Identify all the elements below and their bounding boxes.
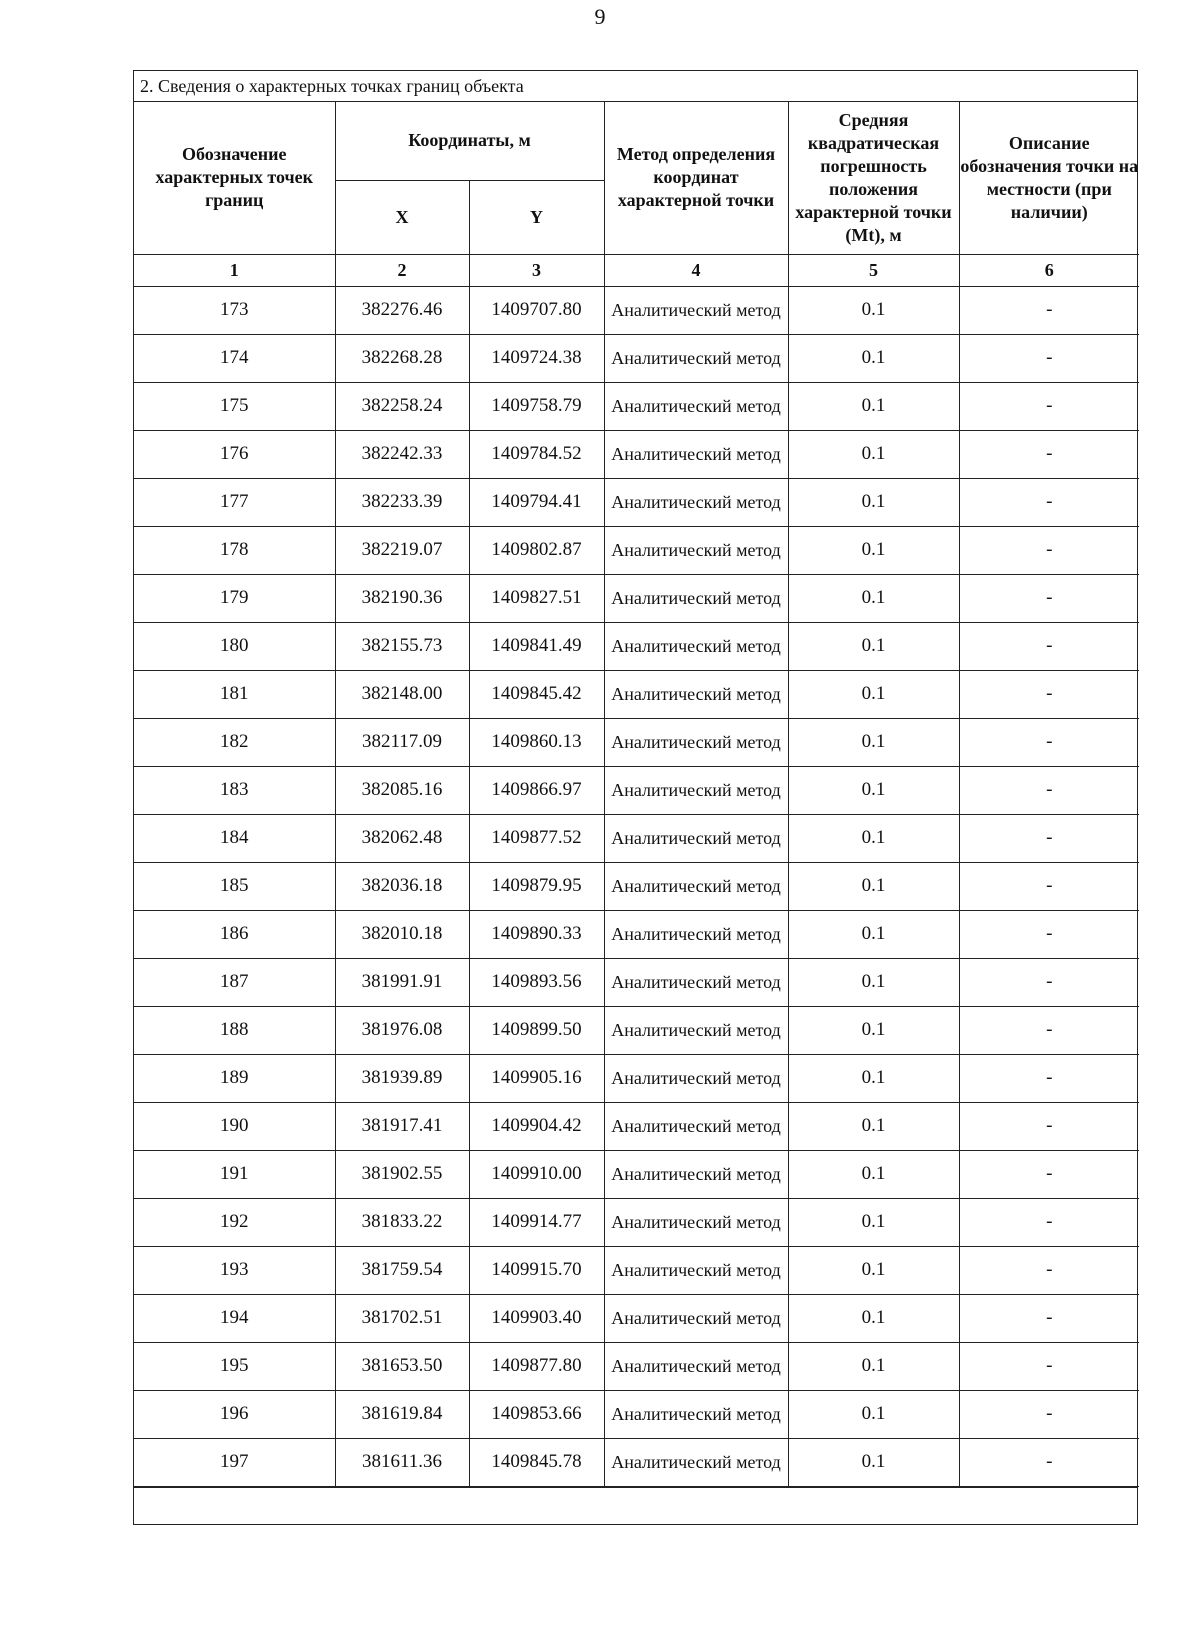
x-coordinate-cell: 381653.50 xyxy=(335,1342,469,1390)
x-coordinate-cell: 381619.84 xyxy=(335,1390,469,1438)
error-cell: 0.1 xyxy=(788,574,959,622)
error-cell: 0.1 xyxy=(788,430,959,478)
method-cell: Аналитический метод xyxy=(604,718,788,766)
point-id-cell: 178 xyxy=(134,526,335,574)
page-number: 9 xyxy=(594,4,606,29)
point-id-cell: 192 xyxy=(134,1198,335,1246)
point-id-cell: 184 xyxy=(134,814,335,862)
method-cell: Аналитический метод xyxy=(604,574,788,622)
point-id-cell: 180 xyxy=(134,622,335,670)
point-id-cell: 175 xyxy=(134,382,335,430)
column-number: 5 xyxy=(788,254,959,286)
description-cell: - xyxy=(959,910,1139,958)
x-coordinate-cell: 381902.55 xyxy=(335,1150,469,1198)
method-cell: Аналитический метод xyxy=(604,1342,788,1390)
description-cell: - xyxy=(959,478,1139,526)
x-coordinate-cell: 382062.48 xyxy=(335,814,469,862)
error-cell: 0.1 xyxy=(788,670,959,718)
error-cell: 0.1 xyxy=(788,1054,959,1102)
y-coordinate-cell: 1409904.42 xyxy=(469,1102,604,1150)
method-cell: Аналитический метод xyxy=(604,862,788,910)
table-body xyxy=(134,286,1139,1486)
description-cell: - xyxy=(959,670,1139,718)
table-row xyxy=(134,1150,1139,1198)
description-cell: - xyxy=(959,526,1139,574)
point-id-cell: 188 xyxy=(134,1006,335,1054)
error-cell: 0.1 xyxy=(788,622,959,670)
table-row xyxy=(134,910,1139,958)
table-row xyxy=(134,1342,1139,1390)
x-coordinate-cell: 381611.36 xyxy=(335,1438,469,1486)
y-coordinate-cell: 1409827.51 xyxy=(469,574,604,622)
x-coordinate-cell: 382268.28 xyxy=(335,334,469,382)
y-coordinate-cell: 1409877.80 xyxy=(469,1342,604,1390)
description-cell: - xyxy=(959,1390,1139,1438)
header-y: Y xyxy=(469,180,604,254)
y-coordinate-cell: 1409707.80 xyxy=(469,286,604,334)
error-cell: 0.1 xyxy=(788,1150,959,1198)
method-cell: Аналитический метод xyxy=(604,766,788,814)
y-coordinate-cell: 1409802.87 xyxy=(469,526,604,574)
x-coordinate-cell: 382148.00 xyxy=(335,670,469,718)
y-coordinate-cell: 1409914.77 xyxy=(469,1198,604,1246)
error-cell: 0.1 xyxy=(788,526,959,574)
point-id-cell: 195 xyxy=(134,1342,335,1390)
description-cell: - xyxy=(959,958,1139,1006)
y-coordinate-cell: 1409866.97 xyxy=(469,766,604,814)
description-cell: - xyxy=(959,1246,1139,1294)
point-id-cell: 179 xyxy=(134,574,335,622)
table-row xyxy=(134,526,1139,574)
description-cell: - xyxy=(959,1294,1139,1342)
description-cell: - xyxy=(959,718,1139,766)
x-coordinate-cell: 382219.07 xyxy=(335,526,469,574)
x-coordinate-cell: 381976.08 xyxy=(335,1006,469,1054)
point-id-cell: 196 xyxy=(134,1390,335,1438)
y-coordinate-cell: 1409784.52 xyxy=(469,430,604,478)
description-cell: - xyxy=(959,814,1139,862)
column-number: 4 xyxy=(604,254,788,286)
point-id-cell: 174 xyxy=(134,334,335,382)
error-cell: 0.1 xyxy=(788,766,959,814)
description-cell: - xyxy=(959,1438,1139,1486)
table-header xyxy=(134,102,1139,286)
y-coordinate-cell: 1409905.16 xyxy=(469,1054,604,1102)
x-coordinate-cell: 382190.36 xyxy=(335,574,469,622)
description-cell: - xyxy=(959,574,1139,622)
error-cell: 0.1 xyxy=(788,1294,959,1342)
error-cell: 0.1 xyxy=(788,1102,959,1150)
column-number: 6 xyxy=(959,254,1139,286)
x-coordinate-cell: 382276.46 xyxy=(335,286,469,334)
y-coordinate-cell: 1409915.70 xyxy=(469,1246,604,1294)
method-cell: Аналитический метод xyxy=(604,622,788,670)
table-footer-blank xyxy=(134,1487,1137,1524)
header-error: Средняя квадратическая погрешность положения характерной точки (Mt), м xyxy=(788,102,959,254)
x-coordinate-cell: 381991.91 xyxy=(335,958,469,1006)
table-row xyxy=(134,1390,1139,1438)
table-row xyxy=(134,574,1139,622)
point-id-cell: 190 xyxy=(134,1102,335,1150)
description-cell: - xyxy=(959,1006,1139,1054)
point-id-cell: 191 xyxy=(134,1150,335,1198)
boundary-points-section xyxy=(133,70,1138,1525)
point-id-cell: 185 xyxy=(134,862,335,910)
method-cell: Аналитический метод xyxy=(604,814,788,862)
x-coordinate-cell: 381833.22 xyxy=(335,1198,469,1246)
column-number: 1 xyxy=(134,254,335,286)
description-cell: - xyxy=(959,1102,1139,1150)
header-designation: Обозначение характерных точек границ xyxy=(134,102,335,254)
point-id-cell: 189 xyxy=(134,1054,335,1102)
y-coordinate-cell: 1409910.00 xyxy=(469,1150,604,1198)
y-coordinate-cell: 1409853.66 xyxy=(469,1390,604,1438)
point-id-cell: 194 xyxy=(134,1294,335,1342)
error-cell: 0.1 xyxy=(788,1342,959,1390)
header-description: Описание обозначения точки на местности (при наличии) xyxy=(959,102,1139,254)
error-cell: 0.1 xyxy=(788,1246,959,1294)
method-cell: Аналитический метод xyxy=(604,1006,788,1054)
x-coordinate-cell: 382258.24 xyxy=(335,382,469,430)
x-coordinate-cell: 381759.54 xyxy=(335,1246,469,1294)
point-id-cell: 176 xyxy=(134,430,335,478)
method-cell: Аналитический метод xyxy=(604,382,788,430)
point-id-cell: 193 xyxy=(134,1246,335,1294)
table-row xyxy=(134,862,1139,910)
point-id-cell: 183 xyxy=(134,766,335,814)
error-cell: 0.1 xyxy=(788,862,959,910)
y-coordinate-cell: 1409903.40 xyxy=(469,1294,604,1342)
method-cell: Аналитический метод xyxy=(604,1150,788,1198)
description-cell: - xyxy=(959,430,1139,478)
error-cell: 0.1 xyxy=(788,1198,959,1246)
method-cell: Аналитический метод xyxy=(604,910,788,958)
y-coordinate-cell: 1409899.50 xyxy=(469,1006,604,1054)
y-coordinate-cell: 1409879.95 xyxy=(469,862,604,910)
header-coordinates: Координаты, м xyxy=(335,102,604,180)
method-cell: Аналитический метод xyxy=(604,958,788,1006)
column-number: 2 xyxy=(335,254,469,286)
header-method: Метод определения координат характерной точки xyxy=(604,102,788,254)
table-row xyxy=(134,286,1139,334)
x-coordinate-cell: 382010.18 xyxy=(335,910,469,958)
x-coordinate-cell: 382233.39 xyxy=(335,478,469,526)
error-cell: 0.1 xyxy=(788,334,959,382)
description-cell: - xyxy=(959,382,1139,430)
x-coordinate-cell: 381939.89 xyxy=(335,1054,469,1102)
method-cell: Аналитический метод xyxy=(604,1102,788,1150)
table-row xyxy=(134,814,1139,862)
point-id-cell: 173 xyxy=(134,286,335,334)
error-cell: 0.1 xyxy=(788,1390,959,1438)
y-coordinate-cell: 1409890.33 xyxy=(469,910,604,958)
description-cell: - xyxy=(959,334,1139,382)
y-coordinate-cell: 1409845.42 xyxy=(469,670,604,718)
table-row xyxy=(134,430,1139,478)
method-cell: Аналитический метод xyxy=(604,1390,788,1438)
y-coordinate-cell: 1409893.56 xyxy=(469,958,604,1006)
point-id-cell: 181 xyxy=(134,670,335,718)
error-cell: 0.1 xyxy=(788,1006,959,1054)
description-cell: - xyxy=(959,286,1139,334)
table-row xyxy=(134,622,1139,670)
description-cell: - xyxy=(959,766,1139,814)
table-row xyxy=(134,478,1139,526)
table-row xyxy=(134,958,1139,1006)
column-number-row xyxy=(134,254,1139,286)
method-cell: Аналитический метод xyxy=(604,286,788,334)
error-cell: 0.1 xyxy=(788,478,959,526)
method-cell: Аналитический метод xyxy=(604,1246,788,1294)
table-row xyxy=(134,382,1139,430)
table-row xyxy=(134,766,1139,814)
method-cell: Аналитический метод xyxy=(604,1054,788,1102)
y-coordinate-cell: 1409841.49 xyxy=(469,622,604,670)
error-cell: 0.1 xyxy=(788,958,959,1006)
section-title: 2. Сведения о характерных точках границ объекта xyxy=(134,71,1137,102)
x-coordinate-cell: 381917.41 xyxy=(335,1102,469,1150)
x-coordinate-cell: 382155.73 xyxy=(335,622,469,670)
x-coordinate-cell: 382036.18 xyxy=(335,862,469,910)
table-row xyxy=(134,670,1139,718)
x-coordinate-cell: 382085.16 xyxy=(335,766,469,814)
y-coordinate-cell: 1409845.78 xyxy=(469,1438,604,1486)
x-coordinate-cell: 381702.51 xyxy=(335,1294,469,1342)
table-row xyxy=(134,1438,1139,1486)
method-cell: Аналитический метод xyxy=(604,1198,788,1246)
table-row xyxy=(134,718,1139,766)
y-coordinate-cell: 1409794.41 xyxy=(469,478,604,526)
boundary-points-table xyxy=(134,102,1139,1487)
table-row xyxy=(134,1102,1139,1150)
method-cell: Аналитический метод xyxy=(604,1438,788,1486)
y-coordinate-cell: 1409724.38 xyxy=(469,334,604,382)
table-row xyxy=(134,1054,1139,1102)
column-number: 3 xyxy=(469,254,604,286)
table-row xyxy=(134,1198,1139,1246)
method-cell: Аналитический метод xyxy=(604,478,788,526)
error-cell: 0.1 xyxy=(788,1438,959,1486)
header-x: X xyxy=(335,180,469,254)
method-cell: Аналитический метод xyxy=(604,1294,788,1342)
method-cell: Аналитический метод xyxy=(604,670,788,718)
error-cell: 0.1 xyxy=(788,286,959,334)
description-cell: - xyxy=(959,1342,1139,1390)
description-cell: - xyxy=(959,1054,1139,1102)
error-cell: 0.1 xyxy=(788,718,959,766)
point-id-cell: 186 xyxy=(134,910,335,958)
point-id-cell: 187 xyxy=(134,958,335,1006)
method-cell: Аналитический метод xyxy=(604,334,788,382)
description-cell: - xyxy=(959,1198,1139,1246)
error-cell: 0.1 xyxy=(788,910,959,958)
table-row xyxy=(134,1246,1139,1294)
y-coordinate-cell: 1409877.52 xyxy=(469,814,604,862)
table-row xyxy=(134,334,1139,382)
description-cell: - xyxy=(959,862,1139,910)
x-coordinate-cell: 382242.33 xyxy=(335,430,469,478)
x-coordinate-cell: 382117.09 xyxy=(335,718,469,766)
method-cell: Аналитический метод xyxy=(604,430,788,478)
y-coordinate-cell: 1409758.79 xyxy=(469,382,604,430)
method-cell: Аналитический метод xyxy=(604,526,788,574)
table-row xyxy=(134,1294,1139,1342)
description-cell: - xyxy=(959,622,1139,670)
error-cell: 0.1 xyxy=(788,814,959,862)
point-id-cell: 182 xyxy=(134,718,335,766)
error-cell: 0.1 xyxy=(788,382,959,430)
point-id-cell: 177 xyxy=(134,478,335,526)
y-coordinate-cell: 1409860.13 xyxy=(469,718,604,766)
table-row xyxy=(134,1006,1139,1054)
description-cell: - xyxy=(959,1150,1139,1198)
point-id-cell: 197 xyxy=(134,1438,335,1486)
